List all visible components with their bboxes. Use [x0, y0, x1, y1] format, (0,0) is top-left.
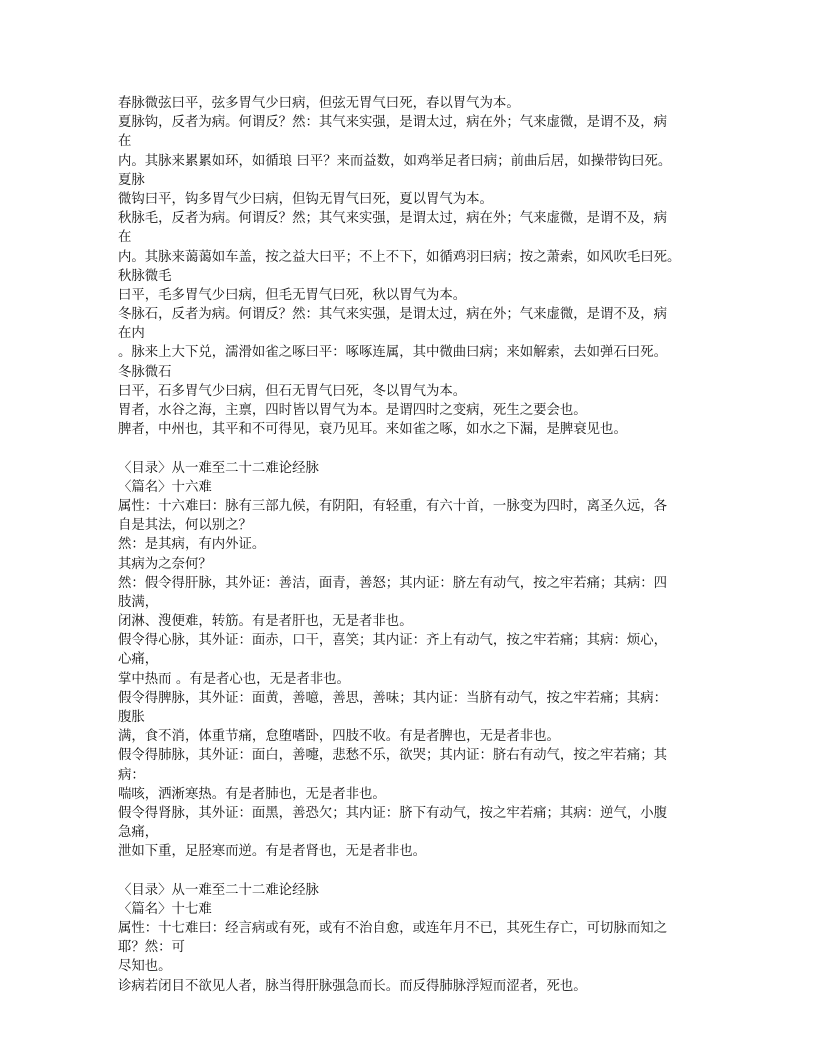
text-line: 假令得肺脉，其外证：面白，善嚏，悲愁不乐，欲哭；其内证：脐右有动气，按之牢若痛；其: [118, 748, 668, 764]
text-line: 脾者，中州也，其平和不可得见，衰乃见耳。来如雀之啄，如水之下漏，是脾衰见也。: [118, 422, 627, 438]
text-block-difficulty-16: [118, 459, 698, 862]
text-line: 自是其法，何以别之？: [118, 518, 252, 534]
text-line: 在: [118, 134, 132, 150]
text-line: 其病为之奈何？: [118, 556, 212, 572]
blank-line: [118, 862, 698, 881]
text-line: 〈篇名〉十七难: [118, 901, 212, 917]
text-line: 属性：十六难曰：脉有三部九候，有阴阳，有轻重，有六十首，一脉变为四时，离圣久远，各: [118, 498, 668, 514]
text-line: 曰平，毛多胃气少曰病，但毛无胃气曰死，秋以胃气为本。: [118, 287, 467, 303]
text-line: 〈目录〉从一难至二十二难论经脉: [118, 460, 319, 476]
text-line: 假令得肾脉，其外证：面黑，善恐欠；其内证：脐下有动气，按之牢若痛；其病：逆气，小腹: [118, 805, 668, 821]
text-line: 急痛，: [118, 825, 159, 841]
text-line: 泄如下重，足胫寒而逆。有是者肾也，无是者非也。: [118, 844, 426, 860]
text-line: 满，食不消，体重节痛，怠堕嗜卧，四肢不收。有是者脾也，无是者非也。: [118, 729, 560, 745]
text-line: 心痛，: [118, 652, 159, 668]
text-line: 秋脉毛，反者为病。何谓反？然；其气来实强，是谓太过，病在外；气来虚微，是谓不及，病: [118, 211, 668, 227]
blank-line: [118, 439, 698, 458]
text-line: 然：是其病，有内外证。: [118, 537, 266, 553]
text-line: 尽知也。: [118, 959, 172, 975]
text-line: 冬脉微石: [118, 364, 172, 380]
text-line: 。脉来上大下兑，濡滑如雀之啄曰平：啄啄连属，其中微曲曰病；来如解索，去如弹石曰死。: [118, 345, 668, 361]
text-line: 腹胀: [118, 710, 145, 725]
text-line: 然：假令得肝脉，其外证：善洁，面青，善怒；其内证：脐左有动气，按之牢若痛；其病：四: [118, 575, 668, 591]
text-line: 诊病若闭目不欲见人者，脉当得肝脉强急而长。而反得肺脉浮短而涩者，死也。: [118, 978, 587, 994]
text-line: 〈篇名〉十六难: [118, 479, 212, 495]
text-line: 在内: [118, 326, 145, 342]
text-line: 假令得脾脉，其外证：面黄，善噫，善思，善味；其内证：当脐有动气，按之牢若痛；其病：: [118, 690, 668, 706]
text-line: 〈目录〉从一难至二十二难论经脉: [118, 882, 319, 898]
text-line: 在: [118, 230, 132, 246]
text-line: 喘咳，洒淅寒热。有是者肺也，无是者非也。: [118, 786, 386, 802]
text-block-seasonal-pulses: [118, 94, 698, 439]
text-line: 曰平，石多胃气少曰病，但石无胃气曰死，冬以胃气为本。: [118, 383, 467, 399]
text-line: 闭淋、溲便难，转筋。有是者肝也，无是者非也。: [118, 614, 413, 630]
text-line: 肢满，: [118, 594, 159, 610]
text-line: 掌中热而 。有是者心也，无是者非也。: [118, 671, 350, 687]
text-line: 内。其脉来累累如环，如循琅 曰平？来而益数，如鸡举足者曰病；前曲后居，如操带钩曰死。: [118, 153, 672, 169]
text-block-difficulty-17: [118, 881, 698, 996]
text-line: 夏脉: [118, 172, 145, 188]
text-line: 属性：十七难曰：经言病或有死，或有不治自愈，或连年月不已，其死生存亡，可切脉而知之: [118, 921, 668, 937]
text-line: 秋脉微毛: [118, 268, 172, 284]
text-line: 内。其脉来蔼蔼如车盖，按之益大曰平；不上不下，如循鸡羽曰病；按之萧索，如风吹毛曰死。: [118, 249, 681, 265]
text-line: 假令得心脉，其外证：面赤，口干，喜笑；其内证：齐上有动气，按之牢若痛；其病：烦心，: [118, 633, 668, 649]
text-line: 春脉微弦曰平，弦多胃气少曰病，但弦无胃气曰死，春以胃气为本。: [118, 96, 520, 111]
text-line: 胃者，水谷之海，主禀，四时皆以胃气为本。是谓四时之变病，死生之要会也。: [118, 403, 587, 418]
text-line: 冬脉石，反者为病。何谓反？然：其气来实强，是谓太过，病在外；气来虚微，是谓不及，病: [118, 307, 668, 323]
text-line: 耶？然：可: [118, 940, 185, 956]
document-page: [118, 94, 698, 996]
text-line: 微钩曰平，钩多胃气少曰病，但钩无胃气曰死，夏以胃气为本。: [118, 191, 493, 207]
text-line: 病：: [118, 767, 145, 783]
text-line: 夏脉钩，反者为病。何谓反？然：其气来实强，是谓太过，病在外；气来虚微，是谓不及，病: [118, 115, 668, 131]
